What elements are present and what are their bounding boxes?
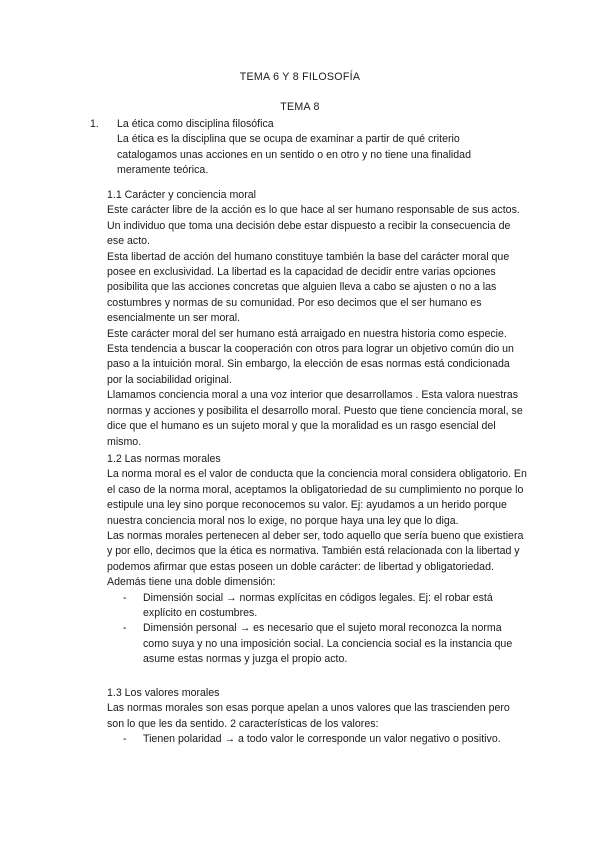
- list-item: [107, 591, 527, 622]
- section-1-heading: La ética como disciplina filosófica: [117, 118, 274, 130]
- document-title: TEMA 6 Y 8 FILOSOFÍA: [239, 71, 361, 83]
- paragraph: Esta libertad de acción del humano constituye también la base del carácter moral que posee en exclusividad. La libertad es la capacidad de decidir entre varias opciones posibilita que las acciones concretas que alguien lleva a cabo se ajusten o no a las costumbres y normas de su comunidad. Por eso decimos que el ser humano es esencialmente un ser moral.: [107, 250, 510, 325]
- subsection-1-2: [107, 452, 527, 668]
- subsection-1-3: [107, 686, 527, 748]
- paragraph: Las normas morales pertenecen al deber ser, todo aquello que sería bueno que existiera y por ello, decimos que la ética es normativa. También está relacionada con la libertad y podemos afirmar que estas poseen un doble carácter: de libertad y obligatoriedad. Además tiene una doble dimensión:: [107, 530, 524, 589]
- subsection-1-3-heading: 1.3 Los valores morales: [107, 687, 220, 699]
- paragraph: Este carácter moral del ser humano está arraigado en nuestra historia como especie. Esta tendencia a buscar la cooperación con otros para lograr un objetivo común dio un paso a la intuición moral. Sin embargo, la elección de esas normas está condicionada por la sociabilidad original.: [107, 327, 514, 386]
- section-title: TEMA 8: [280, 101, 320, 113]
- section-1: [90, 117, 520, 179]
- characteristics-list: [107, 732, 527, 747]
- paragraph: Llamamos conciencia moral a una voz interior que desarrollamos . Esta valora nuestras normas y acciones y posibilita el desarrollo moral. Puesto que tiene conciencia moral, se dice que el humano es un sujeto moral y que la moralidad es un rasgo esencial del mismo.: [107, 389, 523, 448]
- paragraph: Este carácter libre de la acción es lo que hace al ser humano responsable de sus actos. Un individuo que toma una decisión debe estar dispuesto a recibir la consecuencia de ese acto.: [107, 204, 520, 248]
- subsection-1-2-heading: 1.2 Las normas morales: [107, 453, 221, 465]
- dash-bullet: -: [123, 733, 127, 746]
- subsection-1-1: [107, 188, 527, 450]
- section-1-number: 1.: [90, 118, 99, 130]
- dash-bullet: -: [123, 622, 127, 635]
- subsection-1-1-heading: 1.1 Carácter y conciencia moral: [107, 189, 256, 201]
- list-item: [107, 621, 527, 667]
- paragraph: La norma moral es el valor de conducta que la conciencia moral considera obligatorio. En el caso de la norma moral, aceptamos la obligatoriedad de su cumplimiento no porque lo estipule una ley sino porque reconocemos su valor. Ej: ayudamos a un herido porque nuestra conciencia moral nos lo exige, no porque haya una ley que lo diga.: [107, 468, 527, 527]
- dash-bullet: -: [123, 591, 127, 604]
- list-item: [107, 732, 527, 747]
- list-item-text: Tienen polaridad → a todo valor le corresponde un valor negativo o positivo.: [143, 733, 501, 746]
- dimension-list: [107, 591, 527, 668]
- list-item-text: Dimensión personal → es necesario que el sujeto moral reconozca la norma como suya y no una imposición social. La conciencia social es la instancia que asume estas normas y juzga el propio acto.: [143, 622, 513, 666]
- section-1-paragraph: La ética es la disciplina que se ocupa de examinar a partir de qué criterio catalogamos unas acciones en un sentido o en otro y no tiene una finalidad meramente teórica.: [117, 133, 471, 177]
- list-item-text: Dimensión social → normas explícitas en códigos legales. Ej: el robar está explícito en costumbres.: [143, 591, 493, 620]
- paragraph: Las normas morales son esas porque apelan a unos valores que las trascienden pero son lo que les da sentido. 2 características de los valores:: [107, 702, 510, 730]
